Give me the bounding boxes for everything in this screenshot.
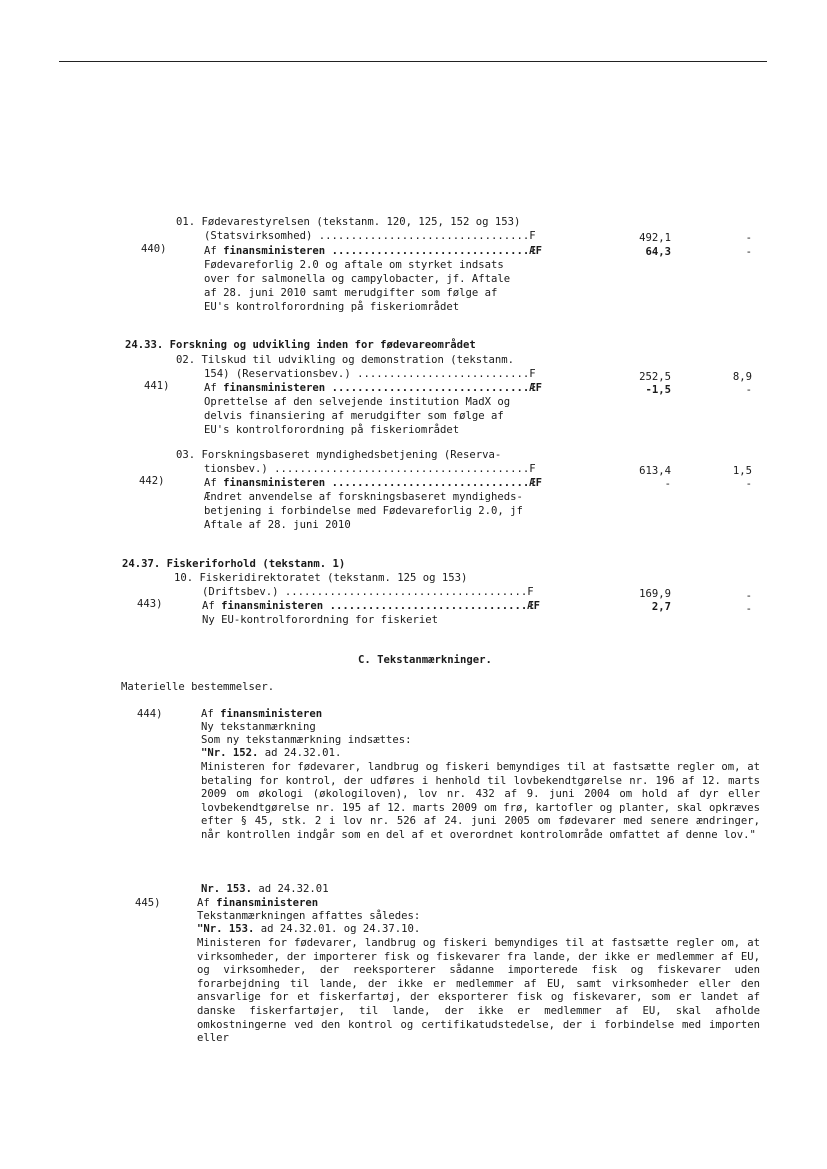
amendment-442-desc-2: betjening i forbindelse med Fødevareforlig 2.0, jf [204,505,523,517]
amendment-444-instruction: Som ny tekstanmærkning indsættes: [201,734,412,746]
amendment-441-desc-2: delvis finansiering af merudgifter som følge af [204,410,504,422]
amendment-445-pre: Nr. 153. ad 24.32.01 [201,883,329,895]
amendment-440-value2: - [745,246,752,258]
amendment-444-type: Ny tekstanmærkning [201,721,316,733]
amendment-444-by: Af finansministeren [201,708,323,720]
amendment-442-by: Af finansministeren ...............................ÆF [204,477,543,489]
section-heading-24-33: 24.33. Forskning og udvikling inden for fødevareområdet [125,339,476,351]
amendment-441-value2: - [745,384,752,396]
amendment-440-value1: 64,3 [645,246,671,258]
item-10-col2: - [745,590,752,602]
amendment-440-by: Af finansministeren ...............................ÆF [204,245,543,257]
item-03-bevilling: tionsbev.) ........................................F [204,463,536,475]
amendment-441-value1: -1,5 [645,384,671,396]
amendment-441-by: Af finansministeren ...............................ÆF [204,382,543,394]
amendment-440-desc-3: af 28. juni 2010 samt merudgifter som følge af [204,287,498,299]
item-10-title: 10. Fiskeridirektoratet (tekstanm. 125 og 153) [174,572,468,584]
item-03-title: 03. Forskningsbaseret myndighedsbetjening (Reserva- [176,449,502,461]
amendment-443-value2: - [745,603,752,615]
amendment-440-desc-4: EU's kontrolforordning på fiskeriområdet [204,301,460,313]
materielle-heading: Materielle bestemmelser. [121,681,275,693]
item-02-bevilling: 154) (Reservationsbev.) ...........................F [204,368,536,380]
amendment-445-instruction: Tekstanmærkningen affattes således: [197,910,421,922]
amendment-443-by: Af finansministeren ...............................ÆF [202,600,541,612]
item-03-col2: 1,5 [732,465,752,477]
item-01-bevilling: (Statsvirksomhed) .................................F [204,230,536,242]
amendment-444-heading: "Nr. 152. ad 24.32.01. [201,747,342,759]
header-rule [59,61,767,62]
item-03-col1: 613,4 [639,465,671,477]
amendment-443-desc-1: Ny EU-kontrolforordning for fiskeriet [202,614,438,626]
section-heading-24-37: 24.37. Fiskeriforhold (tekstanm. 1) [122,558,346,570]
amendment-440-desc-2: over for salmonella og campylobacter, jf. Aftale [204,273,511,285]
item-02-col2: 8,9 [732,371,752,383]
amendment-441-desc-1: Oprettelse af den selvejende institution MadX og [204,396,511,408]
item-01-col2: - [745,232,752,244]
amendment-445-by: Af finansministeren [197,897,319,909]
amendment-number-443: 443) [137,598,163,610]
amendment-number-445: 445) [135,897,161,909]
amendment-445-body: Ministeren for fødevarer, landbrug og fiskeri bemyndiges til at fastsætte regler om, at virksomheder, der importerer fisk og fiskevarer fra lande, der ikke er medlemmer af EU, og virksomheder, der reeksporterer sådanne importerede fisk og fiskevarer uden forarbejdning til lande, der ikke er medlemmer af EU, samt virksomheder eller den ansvarlige for et fiskerfartøj, der eksporterer fisk og fiskevarer, som er landet af danske fiskerfartøjer, til lande, der ikke er medlemmer af EU, skal afholde omkostningerne ved den kontrol og certifikatudstedelse, der i forbindelse med importen eller [197,937,760,1045]
amendment-445-heading: "Nr. 153. ad 24.32.01. og 24.37.10. [197,923,421,935]
item-02-col1: 252,5 [639,371,671,383]
item-02-title: 02. Tilskud til udvikling og demonstration (tekstanm. [176,354,515,366]
amendment-443-value1: 2,7 [651,601,671,613]
item-10-bevilling: (Driftsbev.) ......................................F [202,586,534,598]
amendment-444-body: Ministeren for fødevarer, landbrug og fiskeri bemyndiges til at fastsætte regler om, at betaling for kontrol, der udføres i henhold til lovbekendtgørelse nr. 196 af 12. marts 2009 om økologi (økologiloven), lov nr. 432 af 9. juni 2004 om hold af dyr eller lovbekendtgørelse nr. 195 af 12. marts 2009 om frø, kartofler og planter, skal opkræves efter § 45, stk. 2 i lov nr. 526 af 24. juni 2005 om fødevarer med senere ændringer, når kontrollen indgår som en del af et overordnet kontrolområde omfattet af denne lov." [201,761,760,841]
amendment-number-444: 444) [137,708,163,720]
amendment-441-desc-3: EU's kontrolforordning på fiskeriområdet [204,424,460,436]
amendment-442-value1: - [664,478,671,490]
amendment-number-442: 442) [139,475,165,487]
section-heading-c: C. Tekstanmærkninger. [358,654,492,666]
amendment-440-desc-1: Fødevareforlig 2.0 og aftale om styrket indsats [204,259,504,271]
amendment-number-441: 441) [144,380,170,392]
item-01-title: 01. Fødevarestyrelsen (tekstanm. 120, 125, 152 og 153) [176,216,521,228]
amendment-442-desc-1: Ændret anvendelse af forskningsbaseret myndigheds- [204,491,523,503]
item-10-col1: 169,9 [639,588,671,600]
amendment-number-440: 440) [141,243,167,255]
amendment-442-desc-3: Aftale af 28. juni 2010 [204,519,351,531]
item-01-col1: 492,1 [639,232,671,244]
amendment-442-value2: - [745,478,752,490]
